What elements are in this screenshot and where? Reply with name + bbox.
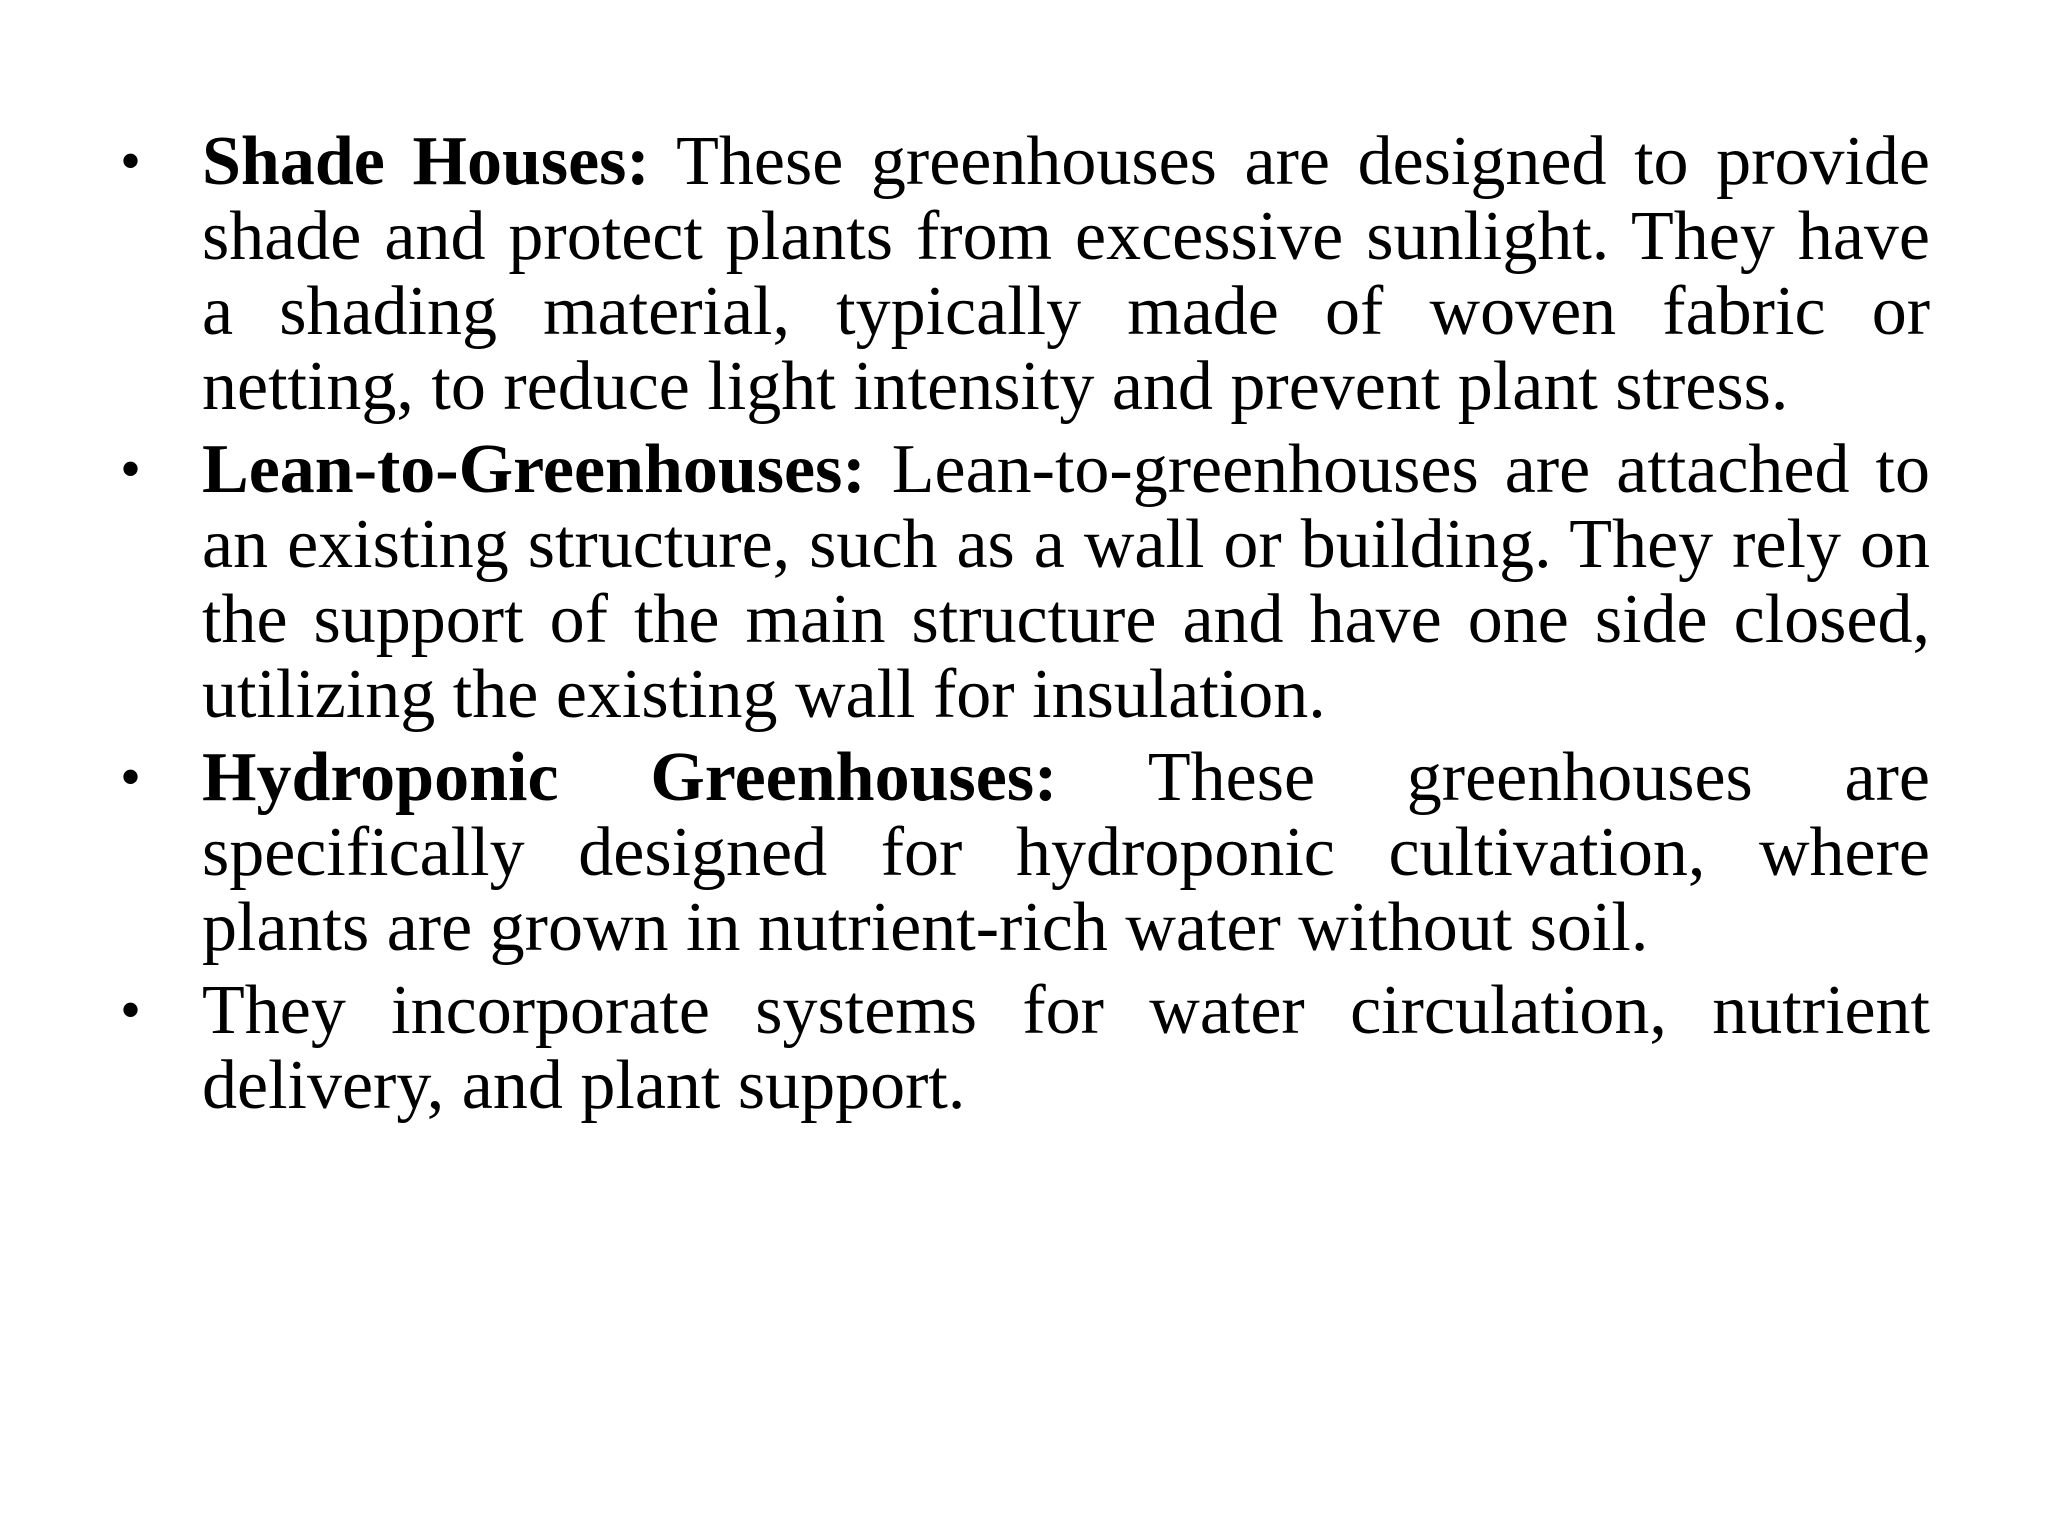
bullet-icon: • — [120, 744, 142, 810]
bullet-item-hydroponic-greenhouses — [120, 740, 1930, 965]
bullet-icon: • — [120, 128, 142, 194]
bullet-item-hydroponic-systems — [120, 973, 1930, 1123]
description-lean-to-greenhouses: Lean-to-greenhouses are attached to an existing structure, such as a wall or building. They rely on the support of the main structure and have one side closed, utilizing the existing wall for insulation. — [202, 431, 1930, 733]
bullet-list — [120, 124, 1930, 1131]
bullet-item-lean-to-greenhouses — [120, 432, 1930, 732]
description-hydroponic-systems: They incorporate systems for water circulation, nutrient delivery, and plant support. — [202, 972, 1930, 1124]
bullet-icon: • — [120, 436, 142, 502]
description-shade-houses: These greenhouses are designed to provide shade and protect plants from excessive sunlight. They have a shading material, typically made of woven fabric or netting, to reduce light intensity and prevent plant stress. — [202, 123, 1930, 425]
term-hydroponic-greenhouses: Hydroponic Greenhouses: — [202, 739, 1058, 816]
description-hydroponic-greenhouses: These greenhouses are specifically designed for hydroponic cultivation, where plants are grown in nutrient-rich water without soil. — [202, 739, 1930, 966]
term-shade-houses: Shade Houses: — [202, 123, 650, 200]
term-lean-to-greenhouses: Lean-to-Greenhouses: — [202, 431, 866, 508]
bullet-icon: • — [120, 977, 142, 1043]
bullet-item-shade-houses — [120, 124, 1930, 424]
